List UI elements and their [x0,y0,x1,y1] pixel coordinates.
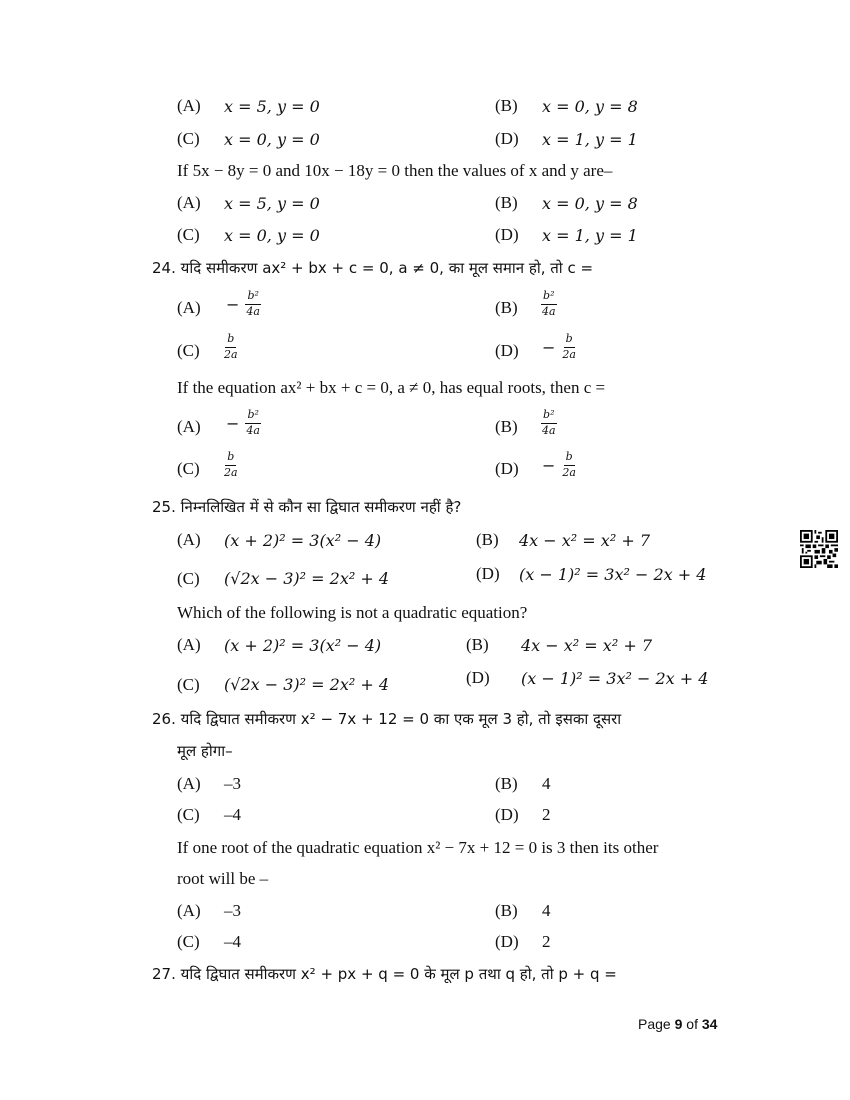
fraction-denominator: 4a [246,304,260,318]
option-text: x = 5, y = 0 [224,194,320,213]
fraction-numerator: b² [245,409,260,424]
option-label: (D) [495,459,519,478]
option-label: (D) [476,564,500,583]
minus-sign: − [226,413,240,433]
current-page: 9 [674,1016,683,1032]
option-fraction [542,451,578,479]
option-text: (x + 2)² = 3(x² − 4) [224,636,382,655]
minus-sign: − [226,294,240,314]
question-text: If 5x − 8y = 0 and 10x − 18y = 0 then the values of x and y are– [177,161,613,180]
option-text: x = 5, y = 0 [224,97,320,116]
option-label: (C) [177,459,200,478]
option-label: (D) [495,129,519,148]
option-text: (√2x − 3)² = 2x² + 4 [224,675,390,694]
option-fraction [222,333,240,361]
fraction-denominator: 2a [562,465,576,479]
option-label: (A) [177,774,201,793]
minus-sign: − [542,337,556,357]
option-label: (C) [177,225,200,244]
fraction-denominator: 4a [542,423,556,437]
option-text: –4 [224,932,241,951]
fraction-numerator: b² [541,409,556,424]
option-label: (C) [177,675,200,694]
option-text: x = 1, y = 1 [542,130,638,149]
option-label: (C) [177,805,200,824]
of-word: of [686,1016,698,1032]
fraction-numerator: b² [245,290,260,305]
option-text: –3 [224,901,241,920]
option-label: (B) [495,417,518,436]
fraction-denominator: 2a [224,465,238,479]
option-label: (D) [495,805,519,824]
option-text: –4 [224,805,241,824]
option-label: (D) [466,668,490,687]
option-text: (x − 1)² = 3x² − 2x + 4 [521,669,709,688]
option-label: (D) [495,932,519,951]
option-text: 4 [542,901,551,920]
question-text: 24. यदि समीकरण ax² + bx + c = 0, a ≠ 0, का मूल समान हो, तो c = [152,259,594,277]
minus-sign: − [542,455,556,475]
option-label: (A) [177,901,201,920]
option-fraction [540,290,558,318]
total-pages: 34 [701,1016,718,1032]
option-text: 4x − x² = x² + 7 [521,636,652,655]
option-text: x = 0, y = 8 [542,97,638,116]
fraction-denominator: 2a [562,347,576,361]
option-text: 4 [542,774,551,793]
option-text: –3 [224,774,241,793]
option-label: (A) [177,193,201,212]
fraction-numerator: b² [541,290,556,305]
option-text: (x − 1)² = 3x² − 2x + 4 [519,565,707,584]
option-label: (B) [466,635,489,654]
fraction-numerator: b [225,451,236,466]
option-label: (D) [495,225,519,244]
option-text: x = 1, y = 1 [542,226,638,245]
option-text: 4x − x² = x² + 7 [519,531,650,550]
option-label: (D) [495,341,519,360]
option-fraction [226,290,262,318]
fraction-denominator: 4a [246,423,260,437]
option-fraction [226,409,262,437]
option-label: (A) [177,530,201,549]
question-text: If one root of the quadratic equation x² − 7x + 12 = 0 is 3 then its other [177,838,659,857]
question-text: root will be – [177,869,269,888]
option-fraction [222,451,240,479]
option-text: 2 [542,932,551,951]
option-text: (√2x − 3)² = 2x² + 4 [224,569,390,588]
option-label: (C) [177,341,200,360]
option-label: (A) [177,298,201,317]
question-text: Which of the following is not a quadratic equation? [177,603,528,622]
question-text: 25. निम्नलिखित में से कौन सा द्विघात समीकरण नहीं है? [152,498,462,516]
fraction-numerator: b [564,333,575,348]
option-label: (C) [177,932,200,951]
option-label: (C) [177,129,200,148]
fraction-numerator: b [564,451,575,466]
page-number [638,1016,717,1032]
option-label: (A) [177,417,201,436]
option-fraction [542,333,578,361]
fraction-denominator: 2a [224,347,238,361]
page-word: Page [638,1016,671,1032]
option-fraction [540,409,558,437]
option-text: (x + 2)² = 3(x² − 4) [224,531,382,550]
option-label: (B) [495,96,518,115]
option-label: (B) [495,193,518,212]
option-label: (B) [495,774,518,793]
option-label: (A) [177,96,201,115]
option-text: 2 [542,805,551,824]
option-label: (B) [495,901,518,920]
question-text: मूल होगा– [177,742,233,760]
option-label: (A) [177,635,201,654]
option-text: x = 0, y = 0 [224,130,320,149]
fraction-numerator: b [225,333,236,348]
question-text: 27. यदि द्विघात समीकरण x² + px + q = 0 के मूल p तथा q हो, तो p + q = [152,965,617,983]
option-text: x = 0, y = 8 [542,194,638,213]
qr-code-icon [800,530,838,568]
option-label: (B) [495,298,518,317]
option-text: x = 0, y = 0 [224,226,320,245]
option-label: (B) [476,530,499,549]
fraction-denominator: 4a [542,304,556,318]
question-text: 26. यदि द्विघात समीकरण x² − 7x + 12 = 0 का एक मूल 3 हो, तो इसका दूसरा [152,710,622,728]
option-label: (C) [177,569,200,588]
question-text: If the equation ax² + bx + c = 0, a ≠ 0, has equal roots, then c = [177,378,606,397]
